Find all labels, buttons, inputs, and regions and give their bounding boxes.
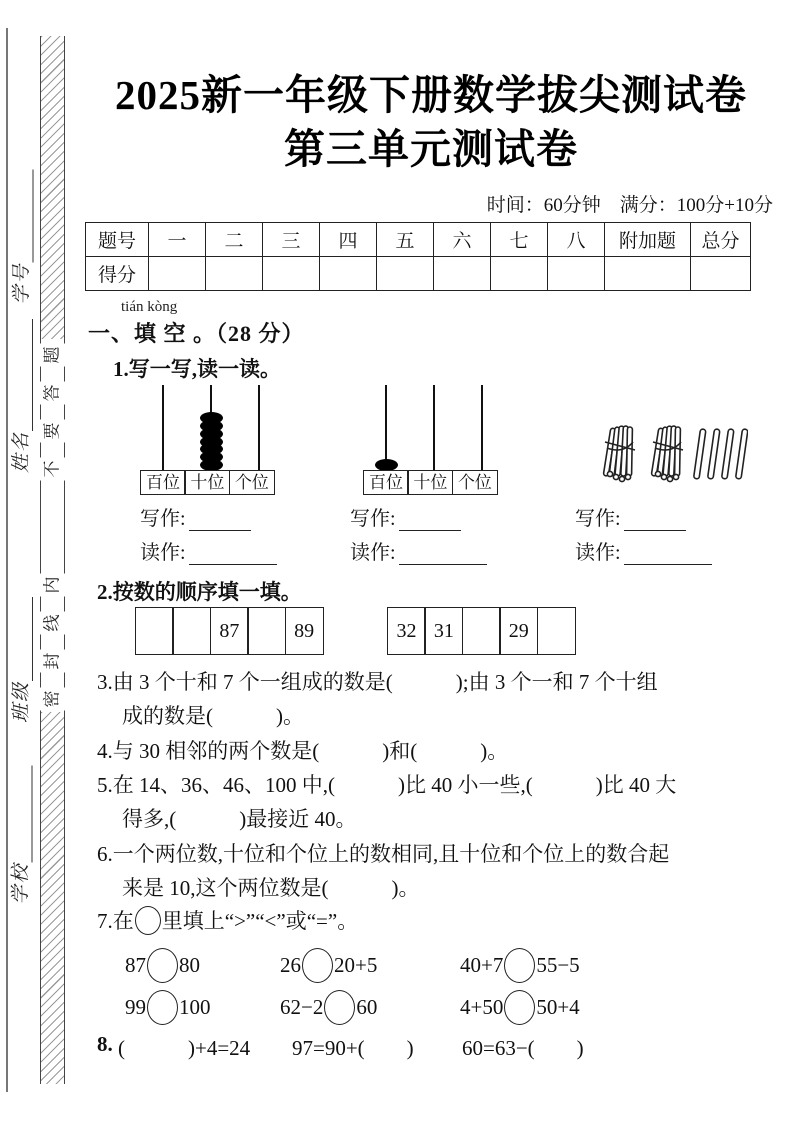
read-as-label: 读作: [575,542,621,564]
abacus-1 [140,385,285,497]
seq-cell: 31 [424,607,463,655]
q7-suffix: 里填上“>”“<”或“=”。 [161,909,359,933]
place-hundreds: 百位 [140,470,186,495]
student-school-field [9,762,33,905]
score-header-cell: 三 [263,223,320,257]
student-name-field [9,307,33,473]
place-ones: 个位 [229,470,275,495]
compare-right: 60 [356,995,378,1019]
comparison-item [460,990,580,1025]
q5-line2: 得多,( )最接近 40。 [122,807,357,831]
place-tens: 十位 [407,470,453,495]
seal-char: 答 [40,382,66,405]
seq-cell: 29 [499,607,538,655]
compare-circle-icon [147,948,178,983]
student-school-blank [14,765,33,862]
abacus-rod [433,385,435,471]
seal-char: 线 [40,612,66,635]
seq-cell: 32 [387,607,426,655]
q1-text: 1.写一写,读一读。 [113,357,281,381]
compare-left: 87 [125,953,146,977]
seq-cell [537,607,576,655]
write-as-row [140,502,251,531]
student-number-field [10,170,34,305]
q8-item: 60=63−( ) [462,1036,584,1060]
seal-char: 封 [40,650,66,673]
q7-prefix: 7.在 [97,909,134,933]
place-ones: 个位 [452,470,498,495]
student-school-label: 学校 [10,862,32,905]
student-class-blank [14,597,33,681]
compare-circle-icon [504,990,535,1025]
score-table-score-row [86,257,751,291]
q8-item: 97=90+( ) [292,1036,414,1060]
q8-item: ( )+4=24 [118,1036,251,1060]
seal-line-strip [40,36,65,1084]
seal-char: 题 [40,344,66,367]
seq-cell [172,607,211,655]
abacus-rod [258,385,260,471]
single-stick [694,429,706,479]
write-as-row [575,502,686,531]
write-as-row [350,502,461,531]
q5-line1: 5.在 14、36、46、100 中,( )比 40 小一些,( )比 40 大 [97,773,677,797]
single-stick [736,429,748,479]
write-as-blank [624,510,686,531]
q6-line1: 6.一个两位数,十位和个位上的数相同,且十位和个位上的数合起 [97,842,670,866]
abacus-rod [162,385,164,471]
pinyin-annotation: tián kòng [121,299,178,315]
student-class-field [9,595,33,723]
score-header-cell: 一 [149,223,206,257]
student-name-blank [14,319,33,431]
comparison-item [460,948,580,983]
seq-cell: 87 [210,607,249,655]
page-edge-line [6,28,8,1092]
score-header-cell: 七 [491,223,548,257]
score-cell-empty [320,257,377,291]
score-row-label: 得分 [86,257,149,291]
section1-heading: 一、填 空 。（28 分） [88,321,305,346]
comparison-item [280,990,377,1025]
q4-text: 4.与 30 相邻的两个数是( )和( )。 [97,739,509,763]
single-stick [722,429,734,479]
time-score-info: 时间：60分钟 满分：100分+10分 [486,195,773,216]
score-header-cell: 八 [548,223,605,257]
write-as-label: 写作: [140,508,186,530]
compare-right: 100 [179,995,211,1019]
seal-hatch-top [41,36,64,339]
write-as-label: 写作: [350,508,396,530]
compare-circle-icon [135,906,161,935]
seq-cell: 89 [285,607,324,655]
comparison-item [280,948,377,983]
single-stick [708,429,720,479]
read-as-label: 读作: [350,542,396,564]
score-header-cell: 四 [320,223,377,257]
score-cell-empty [206,257,263,291]
student-class-label: 班级 [11,680,32,723]
comparison-item [125,990,211,1025]
score-cell-empty [377,257,434,291]
score-cell-empty [434,257,491,291]
number-sequence-1 [135,607,324,655]
read-as-blank [399,544,487,565]
compare-left: 99 [125,995,146,1019]
compare-circle-icon [147,990,178,1025]
place-value-labels [363,470,498,495]
compare-left: 40+7 [460,953,504,977]
score-cell-empty [491,257,548,291]
compare-right: 20+5 [334,953,378,977]
compare-right: 55−5 [536,953,580,977]
score-header-cell: 六 [434,223,491,257]
q3-line2: 成的数是( )。 [122,704,304,728]
abacus-2 [363,385,508,497]
write-as-blank [399,510,461,531]
paper-title-line1: 2025新一年级下册数学拔尖测试卷 [115,72,747,118]
stick-bundle [603,426,635,482]
compare-circle-icon [302,948,333,983]
seal-char: 内 [40,574,66,597]
read-as-row [350,536,487,565]
compare-circle-icon [504,948,535,983]
seal-char: 不 [40,458,66,481]
compare-left: 62−2 [280,995,324,1019]
stick-bundle [651,426,683,482]
score-table [85,222,751,291]
sticks-picture [593,424,748,488]
score-cell-empty [548,257,605,291]
student-number-label: 学号 [11,262,33,305]
seal-char: 要 [40,420,66,443]
place-value-labels [140,470,275,495]
abacus-rod [481,385,483,471]
q2-text: 2.按数的顺序填一填。 [97,580,302,604]
write-as-blank [189,510,251,531]
q7-text [97,905,358,935]
score-header-cell: 题号 [86,223,149,257]
read-as-label: 读作: [140,542,186,564]
score-cell-empty [263,257,320,291]
score-header-cell: 附加题 [605,223,691,257]
score-cell-empty [691,257,751,291]
q8-prefix: 8. [97,1032,113,1056]
score-table-header-row [86,223,751,257]
compare-left: 26 [280,953,301,977]
read-as-row [140,536,277,565]
score-header-cell: 总分 [691,223,751,257]
student-name-label: 姓名 [11,430,32,473]
write-as-label: 写作: [575,508,621,530]
paper-title-line2: 第三单元测试卷 [284,126,578,172]
read-as-blank [624,544,712,565]
read-as-row [575,536,712,565]
compare-right: 50+4 [536,995,580,1019]
seq-cell [462,607,501,655]
score-cell-empty [605,257,691,291]
score-header-cell: 五 [377,223,434,257]
seal-char: 密 [40,688,66,711]
student-number-blank [15,170,34,263]
seq-cell [247,607,286,655]
place-tens: 十位 [184,470,230,495]
compare-left: 4+50 [460,995,504,1019]
place-hundreds: 百位 [363,470,409,495]
compare-circle-icon [324,990,355,1025]
score-cell-empty [149,257,206,291]
q3-line1: 3.由 3 个十和 7 个一组成的数是( );由 3 个一和 7 个十组 [97,670,658,694]
compare-right: 80 [179,953,200,977]
seal-hatch-bottom [41,712,64,1084]
read-as-blank [189,544,277,565]
score-header-cell: 二 [206,223,263,257]
comparison-item [125,948,200,983]
number-sequence-2 [387,607,576,655]
q6-line2: 来是 10,这个两位数是( )。 [122,876,420,900]
seq-cell [135,607,174,655]
